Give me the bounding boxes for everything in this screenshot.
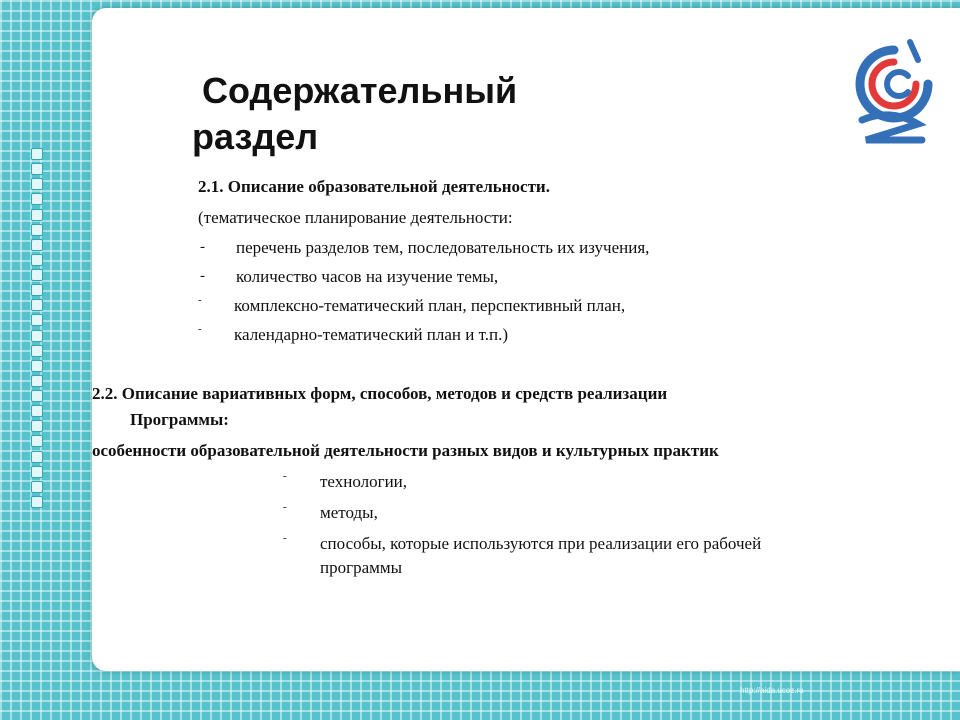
logo-icon bbox=[848, 36, 940, 148]
list-item: перечень разделов тем, последовательность их изучения, bbox=[236, 238, 650, 257]
list-item: способы, которые используются при реализации его рабочей bbox=[320, 534, 762, 553]
list-item: календарно-тематический план и т.п.) bbox=[234, 325, 509, 344]
section-1-intro: (тематическое планирование деятельности: bbox=[198, 208, 513, 227]
list-item: комплексно-тематический план, перспективный план, bbox=[234, 296, 626, 315]
section-1-heading: 2.1. Описание образовательной деятельности. bbox=[198, 177, 550, 196]
bullet-marker: - bbox=[283, 470, 287, 482]
watermark-url: http://aida.ucoz.ru bbox=[740, 686, 804, 695]
bullet-marker: - bbox=[200, 268, 205, 284]
list-item-continuation: программы bbox=[320, 558, 403, 577]
page-title bbox=[192, 68, 672, 160]
bullet-marker: - bbox=[200, 239, 205, 255]
section-2-subheading: особенности образовательной деятельности разных видов и культурных практик bbox=[92, 441, 719, 460]
decorative-dot-column bbox=[31, 148, 45, 508]
section-2-heading-cont: Программы: bbox=[130, 410, 229, 429]
list-item: количество часов на изучение темы, bbox=[236, 267, 499, 286]
section-2-heading: 2.2. Описание вариативных форм, способов, методов и средств реализации bbox=[92, 384, 668, 403]
bullet-marker: - bbox=[283, 532, 287, 544]
bullet-marker: - bbox=[198, 294, 202, 306]
list-item: методы, bbox=[320, 503, 378, 522]
bullet-marker: - bbox=[283, 501, 287, 513]
list-item: технологии, bbox=[320, 472, 408, 491]
bullet-marker: - bbox=[198, 323, 202, 335]
title-line-2: раздел bbox=[192, 116, 319, 157]
title-line-1: Содержательный bbox=[202, 70, 518, 111]
